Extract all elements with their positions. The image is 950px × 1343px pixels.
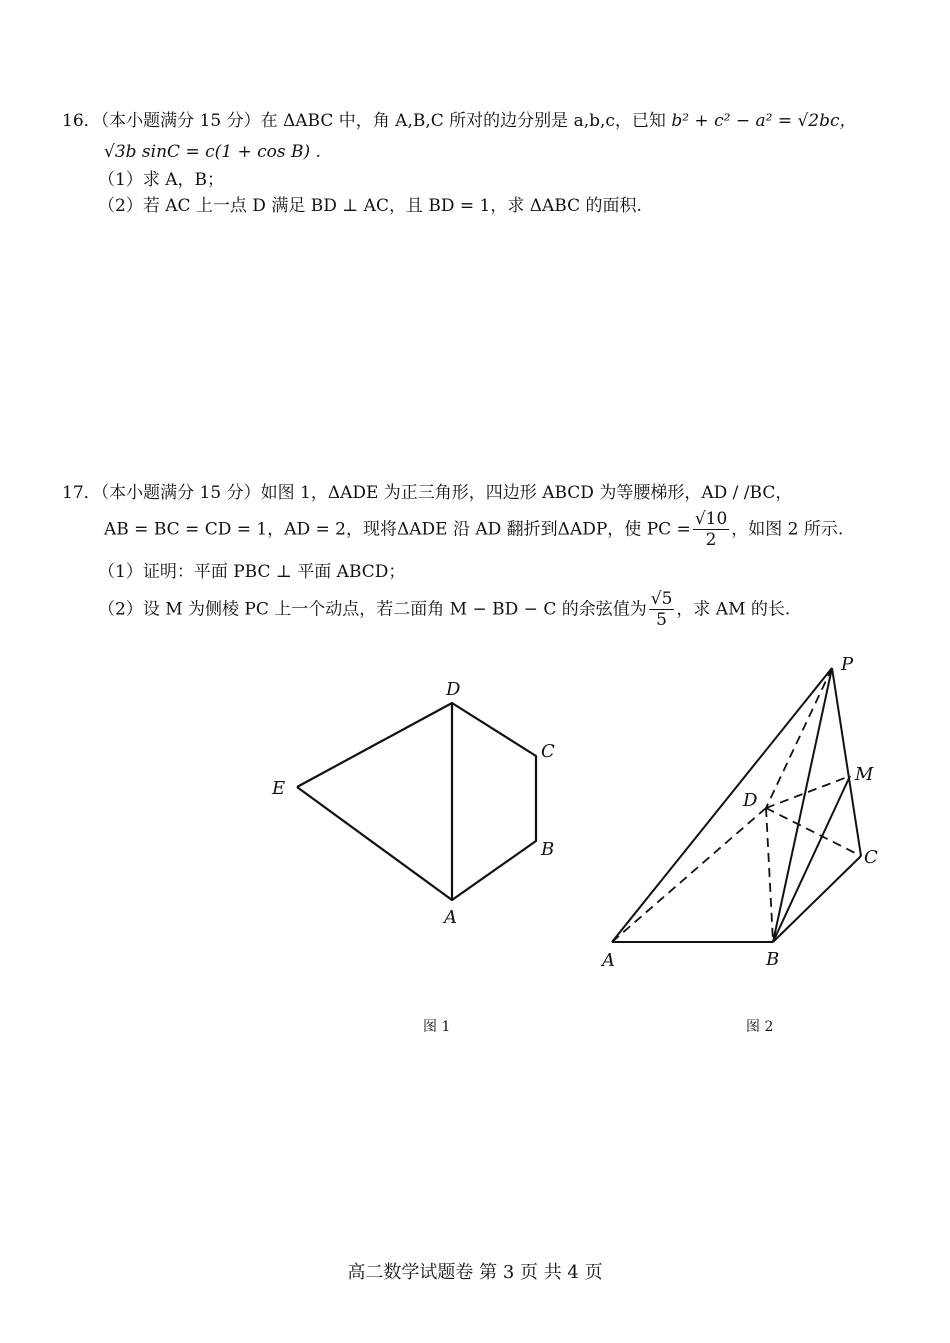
fig2-edge-DC <box>766 808 861 856</box>
fig2-label-D: D <box>743 790 758 811</box>
fig2-edge-PC <box>832 668 861 856</box>
fig2-label-A: A <box>602 950 615 971</box>
q16-cond2: √3b sinC = c(1 + cos B) . <box>104 142 321 162</box>
q16-part1: （1）求 A，B； <box>98 170 224 190</box>
cos-fraction-num: √5 <box>650 589 673 609</box>
pc-fraction-den: 2 <box>705 529 717 550</box>
q16-intro: 在 ΔABC 中，角 A,B,C 所对的边分别是 a,b,c，已知 <box>260 111 666 131</box>
fig1-label-C: C <box>541 741 555 762</box>
fig2-edge-PA <box>612 668 832 942</box>
fig1-outline <box>297 703 536 900</box>
fig2-label-P: P <box>841 654 854 675</box>
q17-number: 17． <box>62 483 101 503</box>
q16-part2: （2）若 AC 上一点 D 满足 BD ⊥ AC，且 BD = 1，求 ΔABC 的面积. <box>98 196 642 216</box>
fig2-label-B: B <box>766 949 780 970</box>
cos-fraction-den: 5 <box>656 609 667 630</box>
figure1-caption: 图 1 <box>423 1019 451 1035</box>
pc-fraction-num: √10 <box>694 509 728 529</box>
fig2-edge-BC <box>773 856 861 942</box>
fig1-label-D: D <box>446 679 461 700</box>
fig2-label-C: C <box>864 847 878 868</box>
q17-part2-b: ，求 AM 的长. <box>676 599 791 620</box>
q16-score: （本小题满分 15 分） <box>100 111 261 131</box>
fig2-edge-PB <box>773 668 832 942</box>
q17-part1: （1）证明：平面 PBC ⊥ 平面 ABCD； <box>98 562 406 582</box>
q17-score: （本小题满分 15 分） <box>100 483 261 503</box>
fig2-edge-DB <box>766 808 773 942</box>
q16-cond1: b² + c² − a² = √2bc， <box>671 111 857 131</box>
q17-line1-text: 如图 1，ΔADE 为正三角形，四边形 ABCD 为等腰梯形，AD / /BC， <box>260 483 793 503</box>
fig1-label-E: E <box>272 778 286 799</box>
fig1-label-A: A <box>444 907 457 928</box>
fig2-edge-AD <box>612 808 766 942</box>
q17-line2-a: AB = BC = CD = 1，AD = 2，现将ΔADE 沿 AD 翻折到ΔADP，使 PC = <box>104 519 691 540</box>
q17-line2-b: ，如图 2 所示. <box>731 519 844 540</box>
fig2-label-M: M <box>855 764 874 785</box>
q17-part2-a: （2）设 M 为侧棱 PC 上一个动点，若二面角 M − BD − C 的余弦值为 <box>98 599 647 620</box>
fig1-label-B: B <box>541 839 555 860</box>
q16-number: 16． <box>62 111 101 131</box>
page-footer: 高二数学试题卷 第 3 页 共 4 页 <box>347 1262 603 1283</box>
figure2-caption: 图 2 <box>746 1019 774 1035</box>
